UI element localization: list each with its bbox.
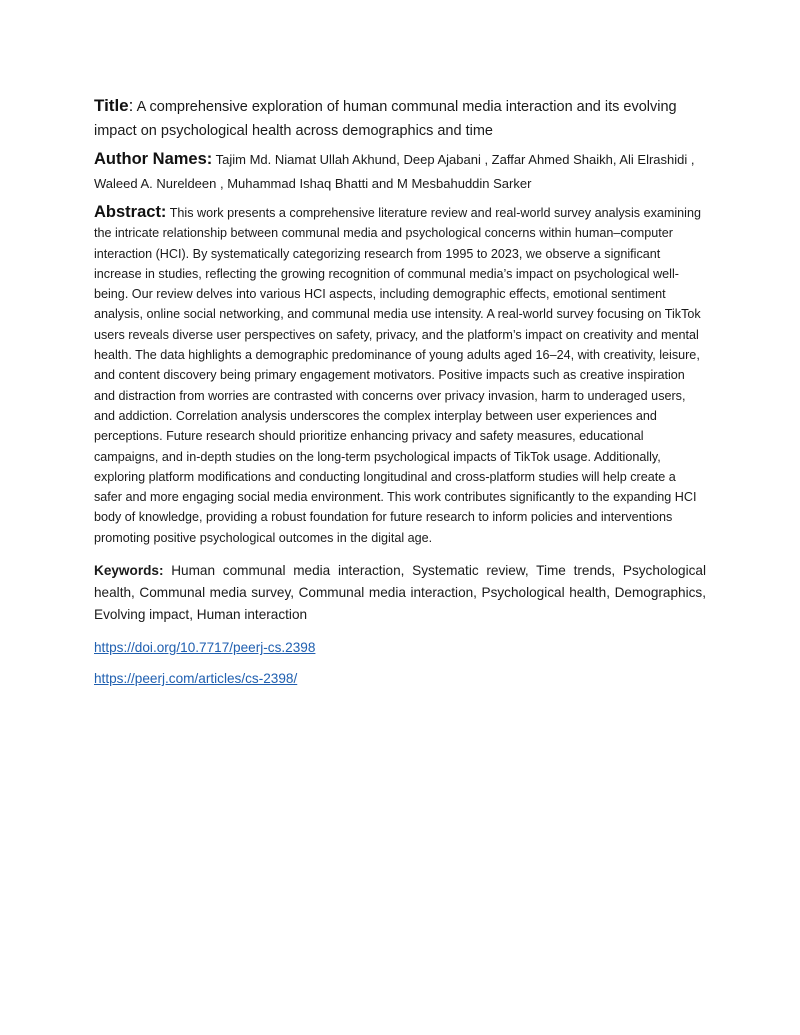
document-page	[94, 94, 706, 689]
abstract-label: Abstract:	[94, 203, 167, 221]
title-paragraph	[94, 94, 706, 143]
article-link[interactable]: https://peerj.com/articles/cs-2398/	[94, 671, 298, 687]
keywords-text: Human communal media interaction, Systematic review, Time trends, Psychological health, Communal media survey, Communal media interaction, Psychological health, Demographics, Evolving impact, Human interaction	[94, 563, 706, 623]
abstract-paragraph	[94, 202, 706, 548]
keywords-label: Keywords:	[94, 563, 164, 579]
title-colon: :	[128, 96, 134, 115]
keywords-paragraph	[94, 560, 706, 626]
title-text: A comprehensive exploration of human communal media interaction and its evolving impact on psychological health across demographics and time	[94, 99, 677, 139]
authors-label: Author Names:	[94, 150, 213, 168]
title-label-wrap	[94, 96, 133, 115]
authors-text: Tajim Md. Niamat Ullah Akhund, Deep Ajabani , Zaffar Ahmed Shaikh, Ali Elrashidi , Waleed A. Nureldeen , Muhammad Ishaq Bhatti and M Mesbahuddin Sarker	[94, 152, 695, 191]
doi-link[interactable]: https://doi.org/10.7717/peerj-cs.2398	[94, 640, 316, 656]
authors-paragraph	[94, 147, 706, 196]
title-label: Title	[94, 96, 129, 115]
abstract-text: This work presents a comprehensive literature review and real-world survey analysis examining the intricate relationship between communal media and psychological concerns within human–computer interaction (HCI). By systematically categorizing research from 1995 to 2023, we observe a significant increase in studies, reflecting the growing recognition of communal media’s impact on psychological well-being. Our review delves into various HCI aspects, including demographic effects, emotional sentiment analysis, online social networking, and communal media use intensity. A real-world survey focusing on TikTok users reveals diverse user perspectives on safety, privacy, and the platform’s impact on creativity and mental health. The data highlights a demographic predominance of young adults aged 16–24, with creativity, leisure, and content discovery being primary engagement motivators. Positive impacts such as creative inspiration and distraction from worries are contrasted with concerns over privacy invasion, harm to underaged users, and addiction. Correlation analysis underscores the complex interplay between user experiences and perceptions. Future research should prioritize enhancing privacy and safety measures, educational campaigns, and in-depth studies on the long-term psychological impacts of TikTok usage. Additionally, exploring platform modifications and conducting longitudinal and cross-platform studies will help create a safer and more engaging social media environment. This work contributes significantly to the expanding HCI body of knowledge, providing a robust foundation for future research to inform policies and interventions promoting positive psychological outcomes in the digital age.	[94, 206, 701, 545]
